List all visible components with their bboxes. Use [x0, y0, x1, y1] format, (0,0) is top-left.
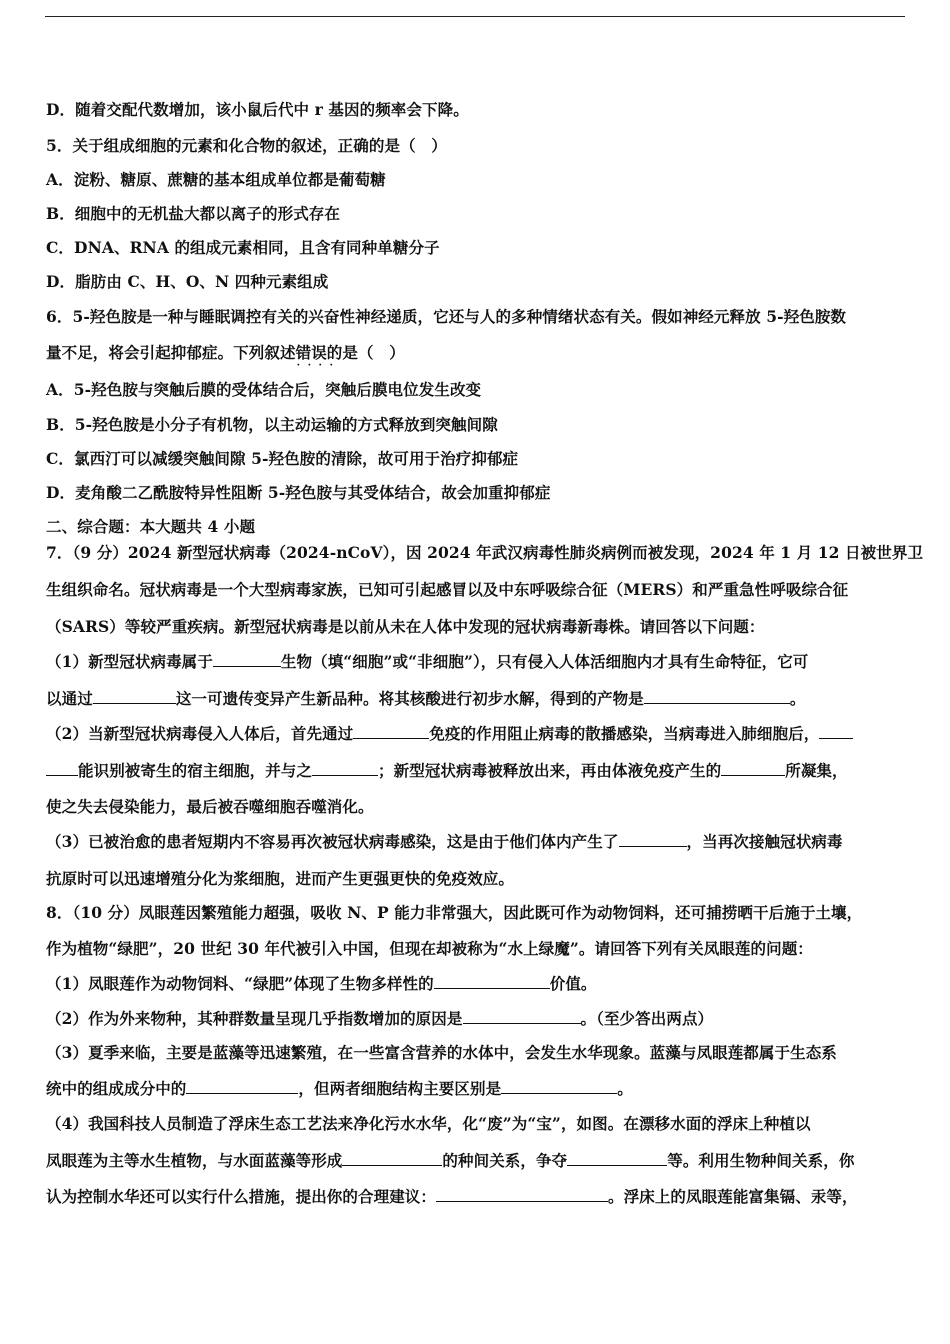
q8-part3-line1: （3）夏季来临，主要是蓝藻等迅速繁殖，在一些富含营养的水体中，会发生水华现象。蓝藻与凤眼莲都属于生态系: [46, 1043, 837, 1062]
q6-option-a: A．5-羟色胺与突触后膜的受体结合后，突触后膜电位发生改变: [46, 380, 482, 399]
q7-part2-line3: 使之失去侵染能力，最后被吞噬细胞吞噬消化。: [46, 797, 374, 816]
q8-part4-line2: 凤眼莲为主等水生植物，与水面蓝藻等形成 的种间关系，争夺 等。利用生物种间关系，你: [46, 1151, 855, 1170]
q5-option-c: C．DNA、RNA 的组成元素相同，且含有同种单糖分子: [46, 238, 440, 257]
q6-option-d: D．麦角酸二乙酰胺特异性阻断 5-羟色胺与其受体结合，故会加重抑郁症: [46, 483, 551, 502]
answer-blank[interactable]: [312, 761, 378, 776]
q5-stem: 5．关于组成细胞的元素和化合物的叙述，正确的是（ ）: [46, 136, 447, 155]
answer-blank[interactable]: [342, 1151, 442, 1166]
q7-part3-line1: （3）已被治愈的患者短期内不容易再次被冠状病毒感染，这是由于他们体内产生了 ，当再次接触冠状病毒: [46, 832, 843, 851]
q8-part3-line2: 统中的组成成分中的 ，但两者细胞结构主要区别是 。: [46, 1079, 633, 1098]
answer-blank[interactable]: [46, 761, 78, 776]
q6-emphasis: 错误的是 · · · ·: [296, 343, 358, 362]
q8-part1: （1）凤眼莲作为动物饲料、“绿肥”体现了生物多样性的 价值。: [46, 974, 597, 993]
answer-blank[interactable]: [186, 1079, 298, 1094]
q8-part2: （2）作为外来物种，其种群数量呈现几乎指数增加的原因是 。（至少答出两点）: [46, 1009, 714, 1028]
q7-line3: （SARS）等较严重疾病。新型冠状病毒是以前从未在人体中发现的冠状病毒新毒株。请回答以下问题：: [46, 617, 765, 636]
header-rule: [45, 16, 905, 17]
answer-blank[interactable]: [721, 761, 785, 776]
answer-blank[interactable]: [567, 1151, 667, 1166]
answer-blank[interactable]: [353, 724, 429, 739]
q8-line1: 8．（10 分）凤眼莲因繁殖能力超强，吸收 N、P 能力非常强大，因此既可作为动物饲料，还可捕捞晒干后施于土壤，: [46, 903, 863, 922]
q6-option-c: C．氯西汀可以减缓突触间隙 5-羟色胺的清除，故可用于治疗抑郁症: [46, 449, 519, 468]
q6-stem-line2: 量不足，将会引起抑郁症。下列叙述错误的是 · · · ·（ ）: [46, 343, 906, 363]
q8-part4-line1: （4）我国科技人员制造了浮床生态工艺法来净化污水水华，化“废”为“宝”，如图。在漂移水面的浮床上种植以: [46, 1114, 811, 1133]
answer-blank[interactable]: [644, 689, 790, 704]
q7-line2: 生组织命名。冠状病毒是一个大型病毒家族，已知可引起感冒以及中东呼吸综合征（MERS）和严重急性呼吸综合征: [46, 580, 849, 599]
q5-option-b: B．细胞中的无机盐大都以离子的形式存在: [46, 204, 341, 223]
answer-blank[interactable]: [463, 1009, 581, 1024]
answer-blank[interactable]: [213, 652, 281, 667]
q5-option-d: D．脂肪由 C、H、O、N 四种元素组成: [46, 272, 329, 291]
q6-stem-line1: 6．5-羟色胺是一种与睡眠调控有关的兴奋性神经递质，它还与人的多种情绪状态有关。假如神经元释放 5-羟色胺数: [46, 307, 847, 326]
q7-part2-line1: （2）当新型冠状病毒侵入人体后，首先通过 免疫的作用阻止病毒的散播感染，当病毒进入肺细胞后，: [46, 724, 906, 744]
q8-line2: 作为植物“绿肥”，20 世纪 30 年代被引入中国，但现在却被称为“水上绿魔”。请回答下列有关凤眼莲的问题：: [46, 939, 813, 958]
answer-blank[interactable]: [501, 1079, 617, 1094]
q7-part1-line1: （1）新型冠状病毒属于 生物（填“细胞”或“非细胞”），只有侵入人体活细胞内才具有生命特征，它可: [46, 652, 809, 671]
answer-blank[interactable]: [819, 724, 853, 739]
q4-option-d: D．随着交配代数增加，该小鼠后代中 r 基因的频率会下降。: [46, 100, 469, 119]
q5-option-a: A．淀粉、糖原、蔗糖的基本组成单位都是葡萄糖: [46, 170, 386, 189]
answer-blank[interactable]: [436, 1187, 608, 1202]
q7-part1-line2: 以通过 这一可遗传变异产生新品种。将其核酸进行初步水解，得到的产物是 。: [46, 689, 806, 708]
q8-part4-line3: 认为控制水华还可以实行什么措施，提出你的合理建议： 。浮床上的凤眼莲能富集镉、汞等，: [46, 1187, 858, 1206]
section2-title: 二、综合题：本大题共 4 小题: [46, 517, 256, 536]
q7-line1: 7．（9 分）2024 新型冠状病毒（2024-nCoV），因 2024 年武汉病毒性肺炎病例而被发现，2024 年 1 月 12 日被世界卫: [46, 543, 924, 562]
q7-part3-line2: 抗原时可以迅速增殖分化为浆细胞，进而产生更强更快的免疫效应。: [46, 869, 515, 888]
q6-option-b: B．5-羟色胺是小分子有机物，以主动运输的方式释放到突触间隙: [46, 415, 498, 434]
answer-blank[interactable]: [619, 832, 687, 847]
answer-blank[interactable]: [93, 689, 176, 704]
q7-part2-line2: 能识别被寄生的宿主细胞，并与之 ；新型冠状病毒被释放出来，再由体液免疫产生的 所凝集，: [46, 761, 906, 781]
answer-blank[interactable]: [434, 974, 550, 989]
